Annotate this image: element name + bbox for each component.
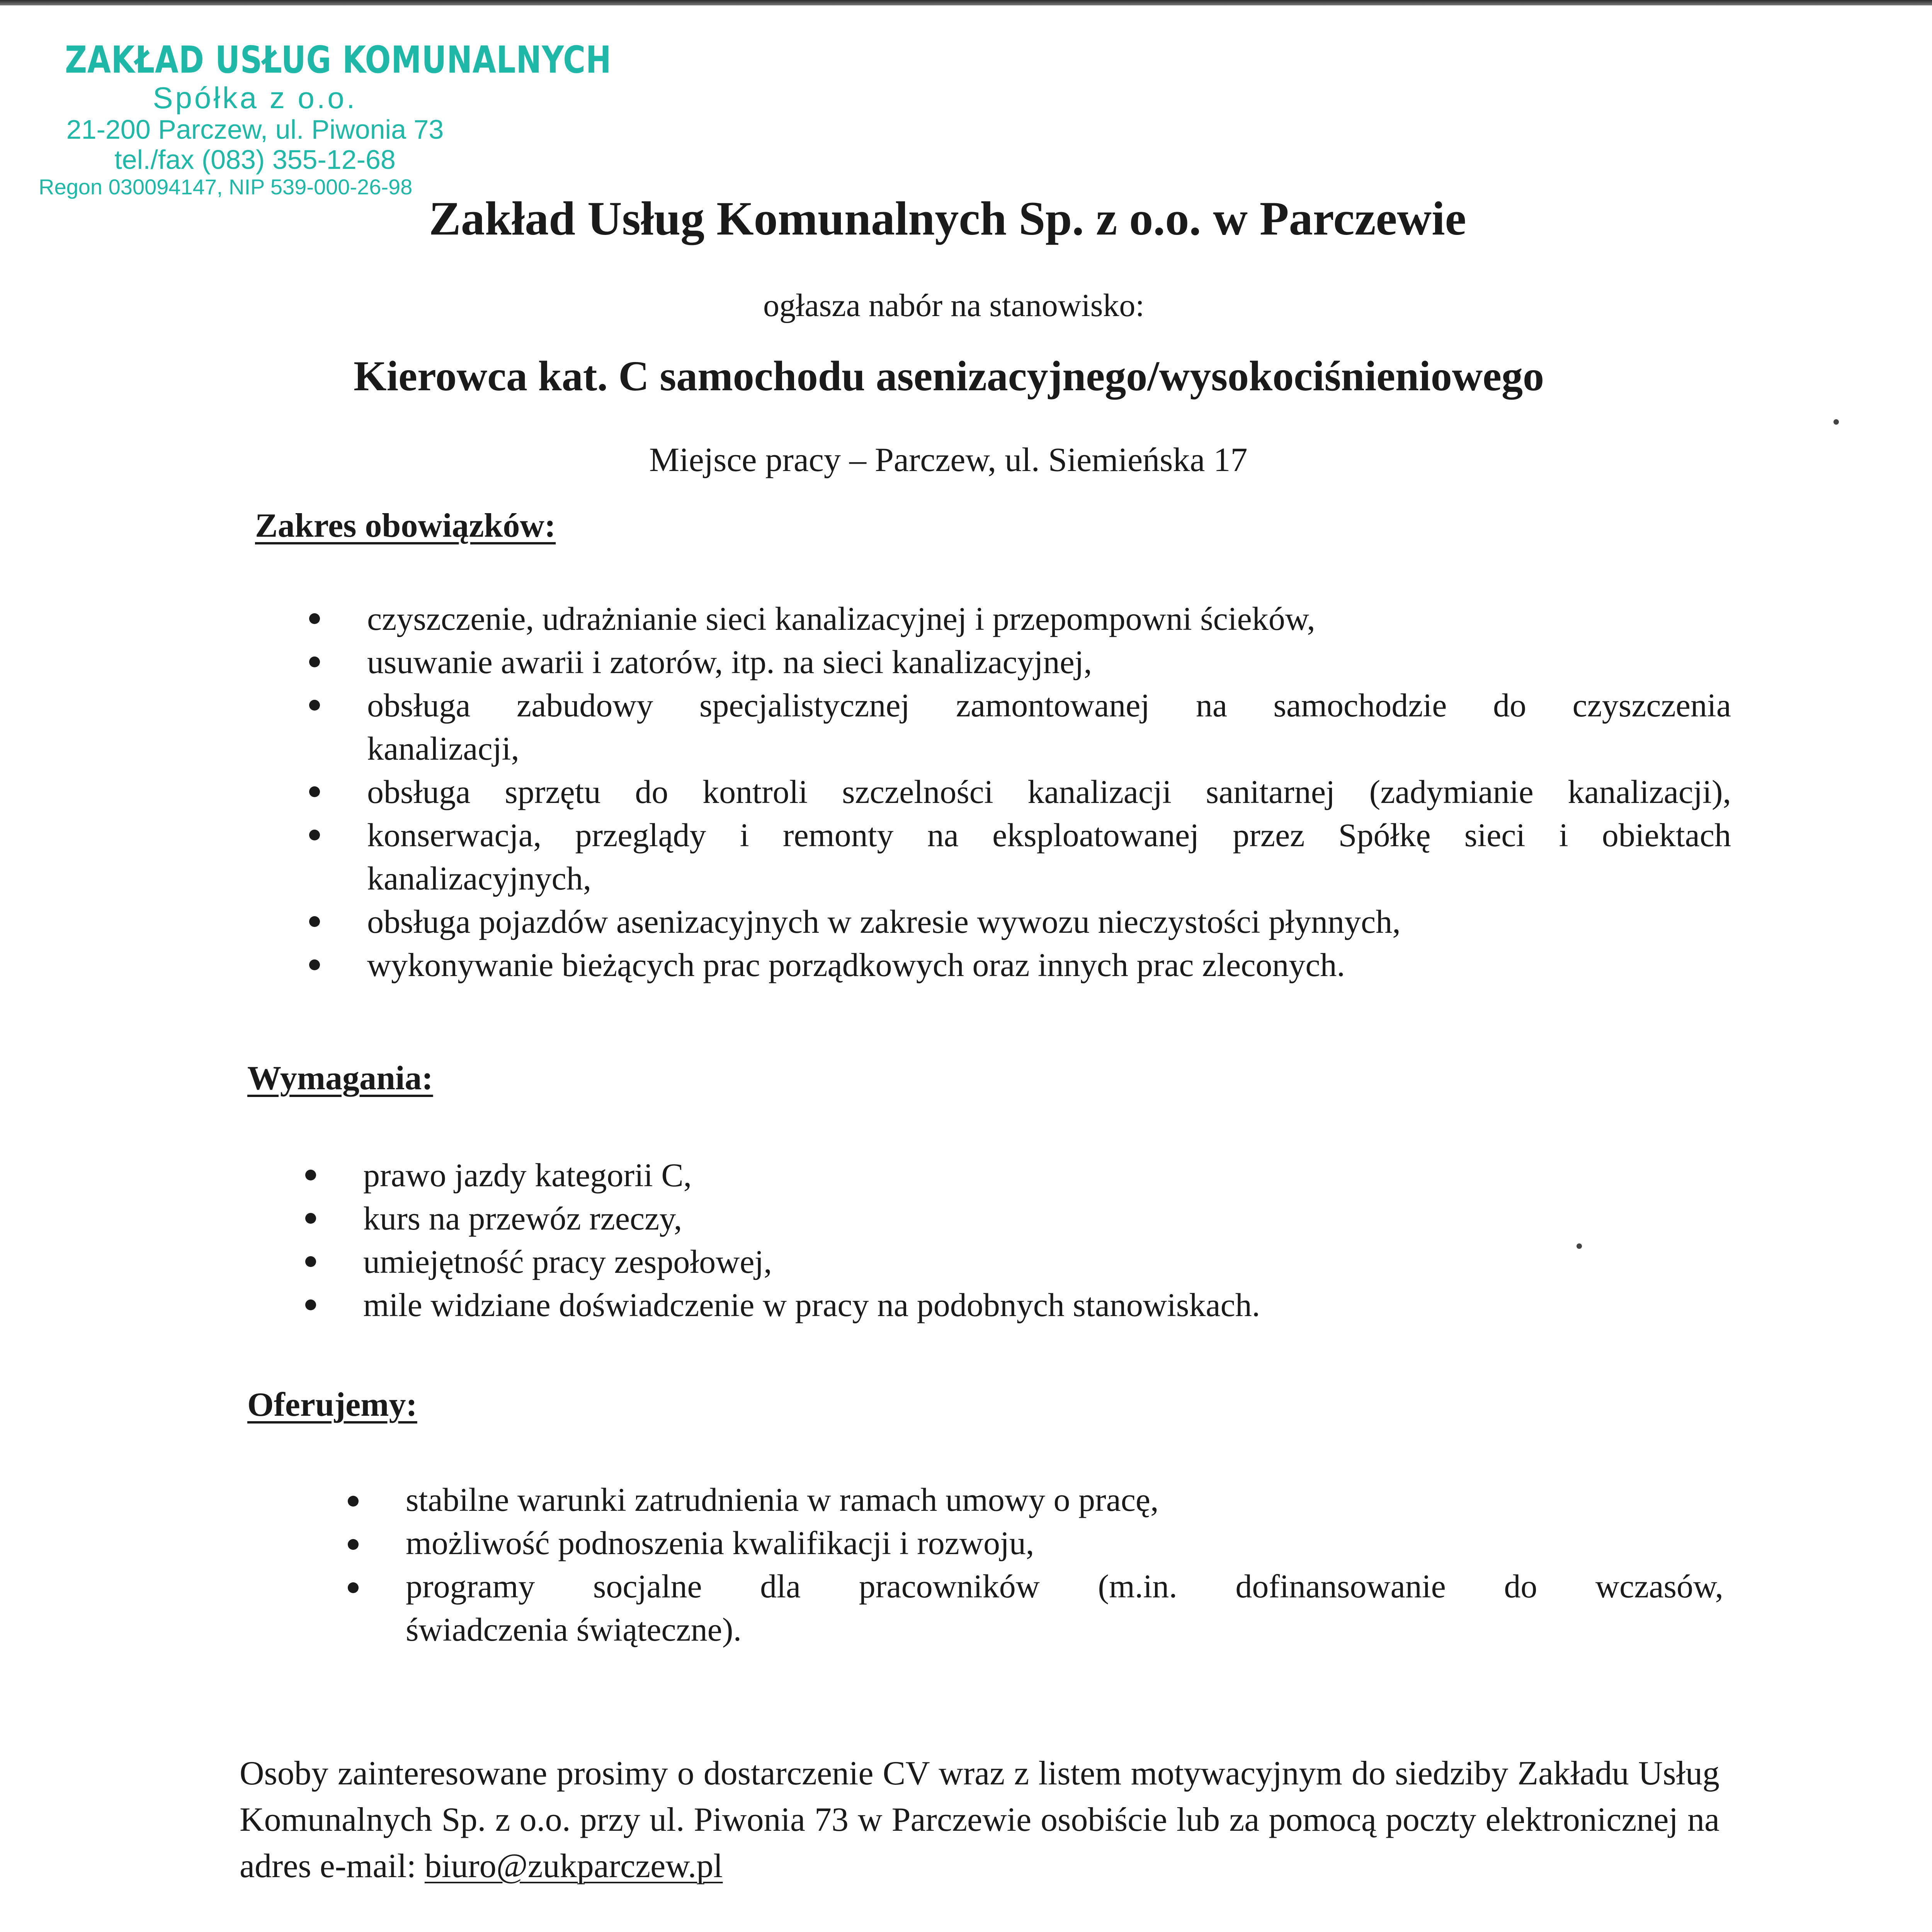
bullet-icon (309, 916, 320, 927)
list-item (348, 1521, 1723, 1565)
bullet-icon (309, 613, 320, 624)
list-item-text: mile widziane doświadczenie w pracy na podobnych stanowiskach. (363, 1286, 1260, 1323)
list-item (309, 943, 1731, 986)
bullet-icon (348, 1539, 359, 1550)
job-title: Kierowca kat. C samochodu asenizacyjnego/wysokociśnieniowego (354, 352, 1544, 400)
list-item (309, 770, 1731, 813)
list-item (309, 597, 1731, 640)
list-item-text: konserwacja, przeglądy i remonty na eksploatowanej przez Spółkę sieci i obiektach (367, 816, 1731, 854)
scan-edge-line (0, 0, 1932, 5)
closing-text: Osoby zainteresowane prosimy o dostarczenie CV wraz z listem motywacyjnym do siedziby Zakładu Usług Komunalnych Sp. z o.o. przy ul. Piwonia 73 w Parczewie osobiście lub za pomocą poczty elektronicznej na adres e-mail: (240, 1755, 1719, 1885)
stamp-phone: tel./fax (083) 355-12-68 (114, 145, 396, 175)
company-heading: Zakład Usług Komunalnych Sp. z o.o. w Parczewie (429, 192, 1466, 245)
list-item-text: obsługa zabudowy specjalistycznej zamontowanej na samochodzie do czyszczenia (367, 687, 1731, 724)
list-item-text: programy socjalne dla pracowników (m.in. dofinansowanie do wczasów, (406, 1568, 1723, 1605)
list-item (305, 1283, 1580, 1327)
closing-paragraph (240, 1750, 1719, 1889)
list-item (309, 813, 1731, 900)
list-item-text-continued: kanalizacji, (367, 730, 519, 767)
stamp-registry: Regon 030094147, NIP 539-000-26-98 (39, 175, 413, 199)
company-stamp (23, 38, 612, 199)
list-item (305, 1197, 1580, 1240)
list-item-text: obsługa pojazdów asenizacyjnych w zakresie wywozu nieczystości płynnych, (367, 903, 1401, 940)
stamp-address: 21-200 Parczew, ul. Piwonia 73 (66, 114, 444, 145)
duties-heading: Zakres obowiązków: (255, 507, 556, 544)
list-item-text: stabilne warunki zatrudnienia w ramach umowy o pracę, (406, 1481, 1159, 1518)
bullet-icon (309, 830, 320, 840)
offer-heading: Oferujemy: (247, 1386, 417, 1423)
list-item (309, 684, 1731, 770)
stamp-company-form: Spółka z o.o. (153, 81, 357, 115)
list-item-text: prawo jazdy kategorii C, (363, 1156, 692, 1194)
bullet-icon (305, 1213, 316, 1224)
list-item-text-continued: świadczenia świąteczne). (406, 1611, 742, 1648)
workplace-line: Miejsce pracy – Parczew, ul. Siemieńska 17 (649, 441, 1248, 479)
bullet-icon (348, 1496, 359, 1507)
list-item (309, 640, 1731, 684)
scan-speck (1833, 419, 1839, 425)
list-item-text-continued: kanalizacyjnych, (367, 860, 592, 897)
list-item-text: wykonywanie bieżących prac porządkowych oraz innych prac zleconych. (367, 946, 1345, 983)
bullet-icon (309, 959, 320, 970)
bullet-icon (305, 1256, 316, 1267)
list-item-text: możliwość podnoszenia kwalifikacji i rozwoju, (406, 1524, 1034, 1561)
list-item (348, 1478, 1723, 1521)
stamp-company-name: ZAKŁAD USŁUG KOMUNALNYCH (65, 38, 612, 82)
requirements-list (305, 1153, 1580, 1327)
bullet-icon (309, 786, 320, 797)
bullet-icon (309, 656, 320, 667)
bullet-icon (309, 700, 320, 711)
requirements-heading: Wymagania: (247, 1060, 433, 1097)
email-link[interactable]: biuro@zukparczew.pl (424, 1847, 723, 1885)
list-item (305, 1153, 1580, 1197)
list-item-text: czyszczenie, udrażnianie sieci kanalizacyjnej i przepompowni ścieków, (367, 600, 1315, 637)
bullet-icon (305, 1299, 316, 1310)
scan-speck (1577, 1243, 1582, 1249)
list-item-text: kurs na przewóz rzeczy, (363, 1200, 682, 1237)
offer-list (348, 1478, 1723, 1651)
bullet-icon (348, 1582, 359, 1593)
list-item-text: umiejętność pracy zespołowej, (363, 1243, 772, 1280)
list-item-text: usuwanie awarii i zatorów, itp. na sieci kanalizacyjnej, (367, 643, 1092, 680)
duties-list (309, 597, 1731, 986)
announcement-line: ogłasza nabór na stanowisko: (763, 287, 1145, 323)
list-item (305, 1240, 1580, 1283)
bullet-icon (305, 1170, 316, 1180)
list-item (309, 900, 1731, 943)
list-item (348, 1565, 1723, 1651)
list-item-text: obsługa sprzętu do kontroli szczelności kanalizacji sanitarnej (zadymianie kanalizacji), (367, 773, 1731, 810)
